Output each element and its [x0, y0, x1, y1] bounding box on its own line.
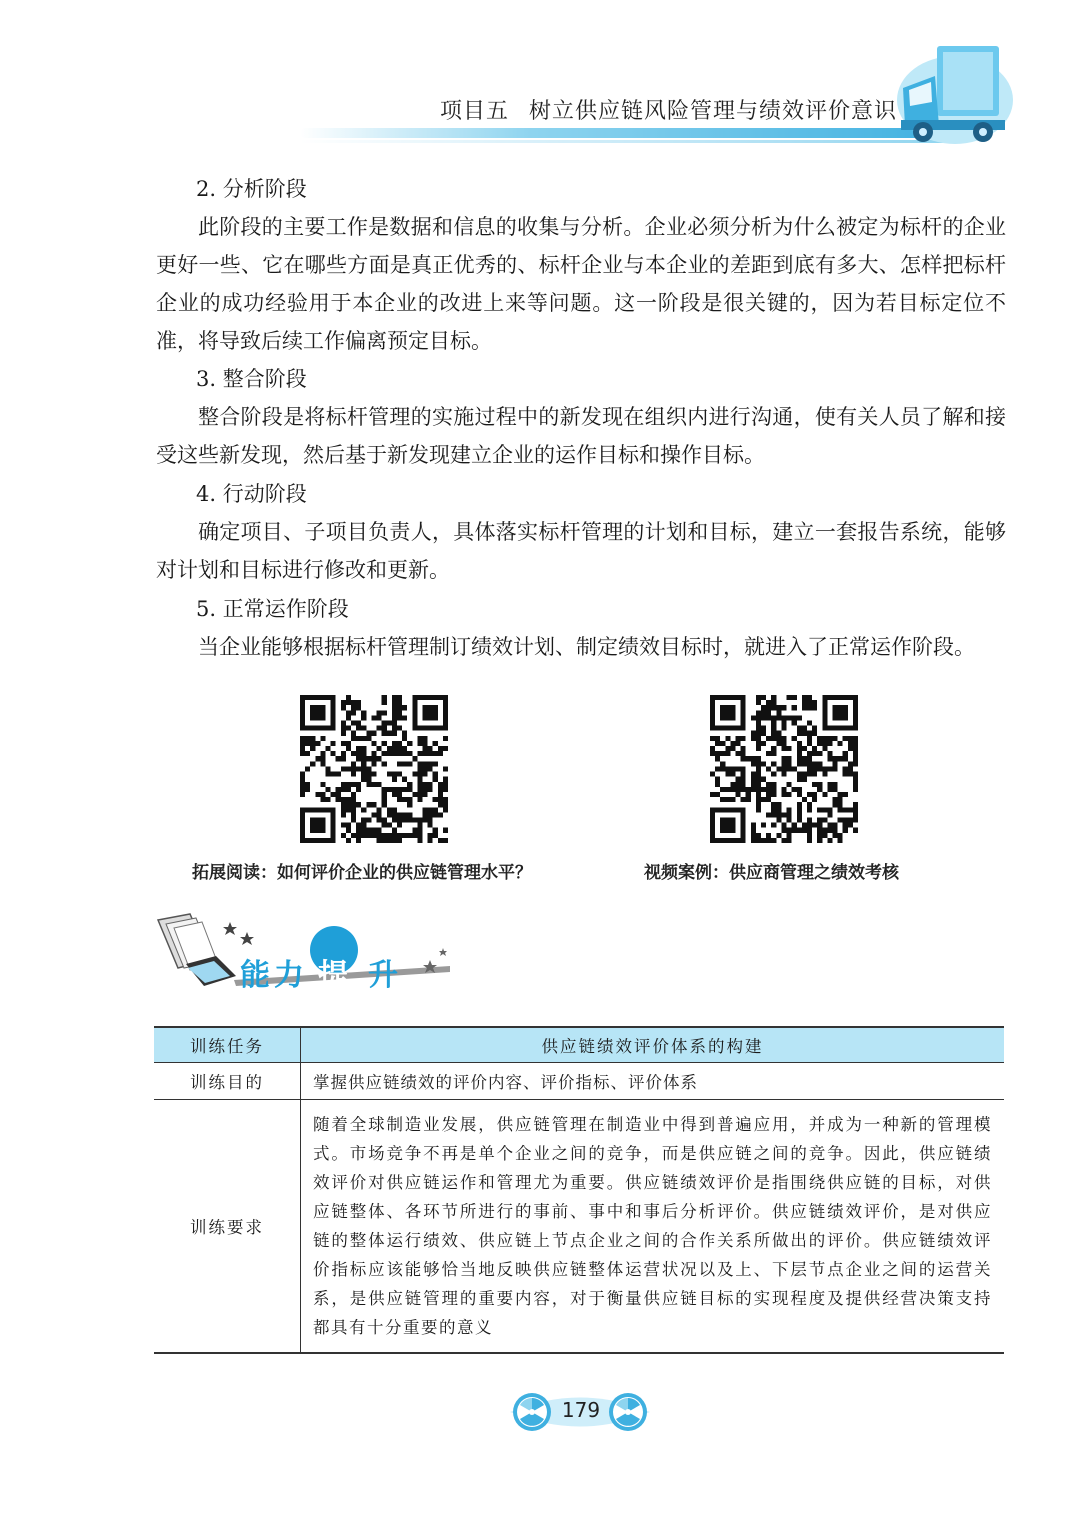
paragraph: 确定项目、子项目负责人，具体落实标杆管理的计划和目标，建立一套报告系统，能够对计划和目标进行修改和更新。: [156, 520, 1006, 582]
table-header-row: [154, 1027, 1004, 1063]
row-value: 掌握供应链绩效的评价内容、评价指标、评价体系: [301, 1063, 1005, 1100]
qr-caption: 拓展阅读：如何评价企业的供应链管理水平？: [192, 863, 532, 883]
row-value: 随着全球制造业发展，供应链管理在制造业中得到普遍应用，并成为一种新的管理模式。市场竞争不再是单个企业之间的竞争，而是供应链之间的竞争。因此，供应链绩效评价对供应链运作和管理尤为重要。供应链绩效评价是指围绕供应链的目标，对供应链整体、各环节所进行的事前、事中和事后分析评价。供应链绩效评价，是对供应链的整体运行绩效、供应链上节点企业之间的合作关系所做出的评价。供应链绩效评价指标应该能够恰当地反映供应链整体运营状况以及上、下层节点企业之间的运营关系，是供应链管理的重要内容，对于衡量供应链目标的实现程度及提供经营决策支持都具有十分重要的意义: [301, 1100, 1005, 1354]
row-label: 训练要求: [154, 1100, 301, 1354]
table-row: [154, 1063, 1004, 1100]
books-icon: [158, 914, 236, 986]
badge-char: 能: [240, 958, 270, 993]
section-heading: 3. 整合阶段: [196, 367, 307, 391]
table-header-label: 训练任务: [154, 1027, 301, 1063]
badge-char-highlight: 提: [318, 958, 348, 993]
row-label: 训练目的: [154, 1063, 301, 1100]
page-number: 179: [561, 1398, 601, 1422]
qr-code-icon[interactable]: [710, 695, 858, 843]
header-rule-secondary: [300, 140, 960, 143]
ability-badge: [150, 910, 460, 995]
badge-char: 升: [368, 958, 398, 993]
paragraph: 当企业能够根据标杆管理制订绩效计划、制定绩效目标时，就进入了正常运作阶段。: [198, 635, 975, 659]
section-body: [156, 513, 1006, 589]
page-header: [0, 0, 1092, 150]
badge-char: 力: [274, 958, 304, 993]
training-task-table: [154, 1026, 1004, 1354]
radiation-icon: [609, 1393, 647, 1431]
header-title: [440, 94, 897, 125]
paragraph: 此阶段的主要工作是数据和信息的收集与分析。企业必须分析为什么被定为标杆的企业更好一些、它在哪些方面是真正优秀的、标杆企业与本企业的差距到底有多大、怎样把标杆企业的成功经验用于本企业的改进上来等问题。这一阶段是很关键的，因为若目标定位不准，将导致后续工作偏离预定目标。: [156, 215, 1006, 353]
header-rule: [300, 128, 960, 138]
header-project: 项目五: [440, 99, 510, 124]
section-body: [156, 628, 1006, 666]
truck-icon: [895, 40, 1015, 145]
section-body: [156, 398, 1006, 474]
header-chapter-title: 树立供应链风险管理与绩效评价意识: [529, 99, 898, 124]
paragraph: 整合阶段是将标杆管理的实施过程中的新发现在组织内进行沟通，使有关人员了解和接受这些新发现，然后基于新发现建立企业的运作目标和操作目标。: [156, 405, 1006, 467]
section-heading: 4. 行动阶段: [196, 482, 307, 506]
qr-caption: 视频案例：供应商管理之绩效考核: [644, 863, 899, 883]
table-header-value: 供应链绩效评价体系的构建: [301, 1027, 1005, 1063]
section-heading: 5. 正常运作阶段: [196, 597, 349, 621]
qr-code-icon[interactable]: [300, 695, 448, 843]
table-row: [154, 1100, 1004, 1354]
section-body: [156, 208, 1006, 360]
radiation-icon: [513, 1393, 551, 1431]
section-heading: 2. 分析阶段: [196, 177, 307, 201]
